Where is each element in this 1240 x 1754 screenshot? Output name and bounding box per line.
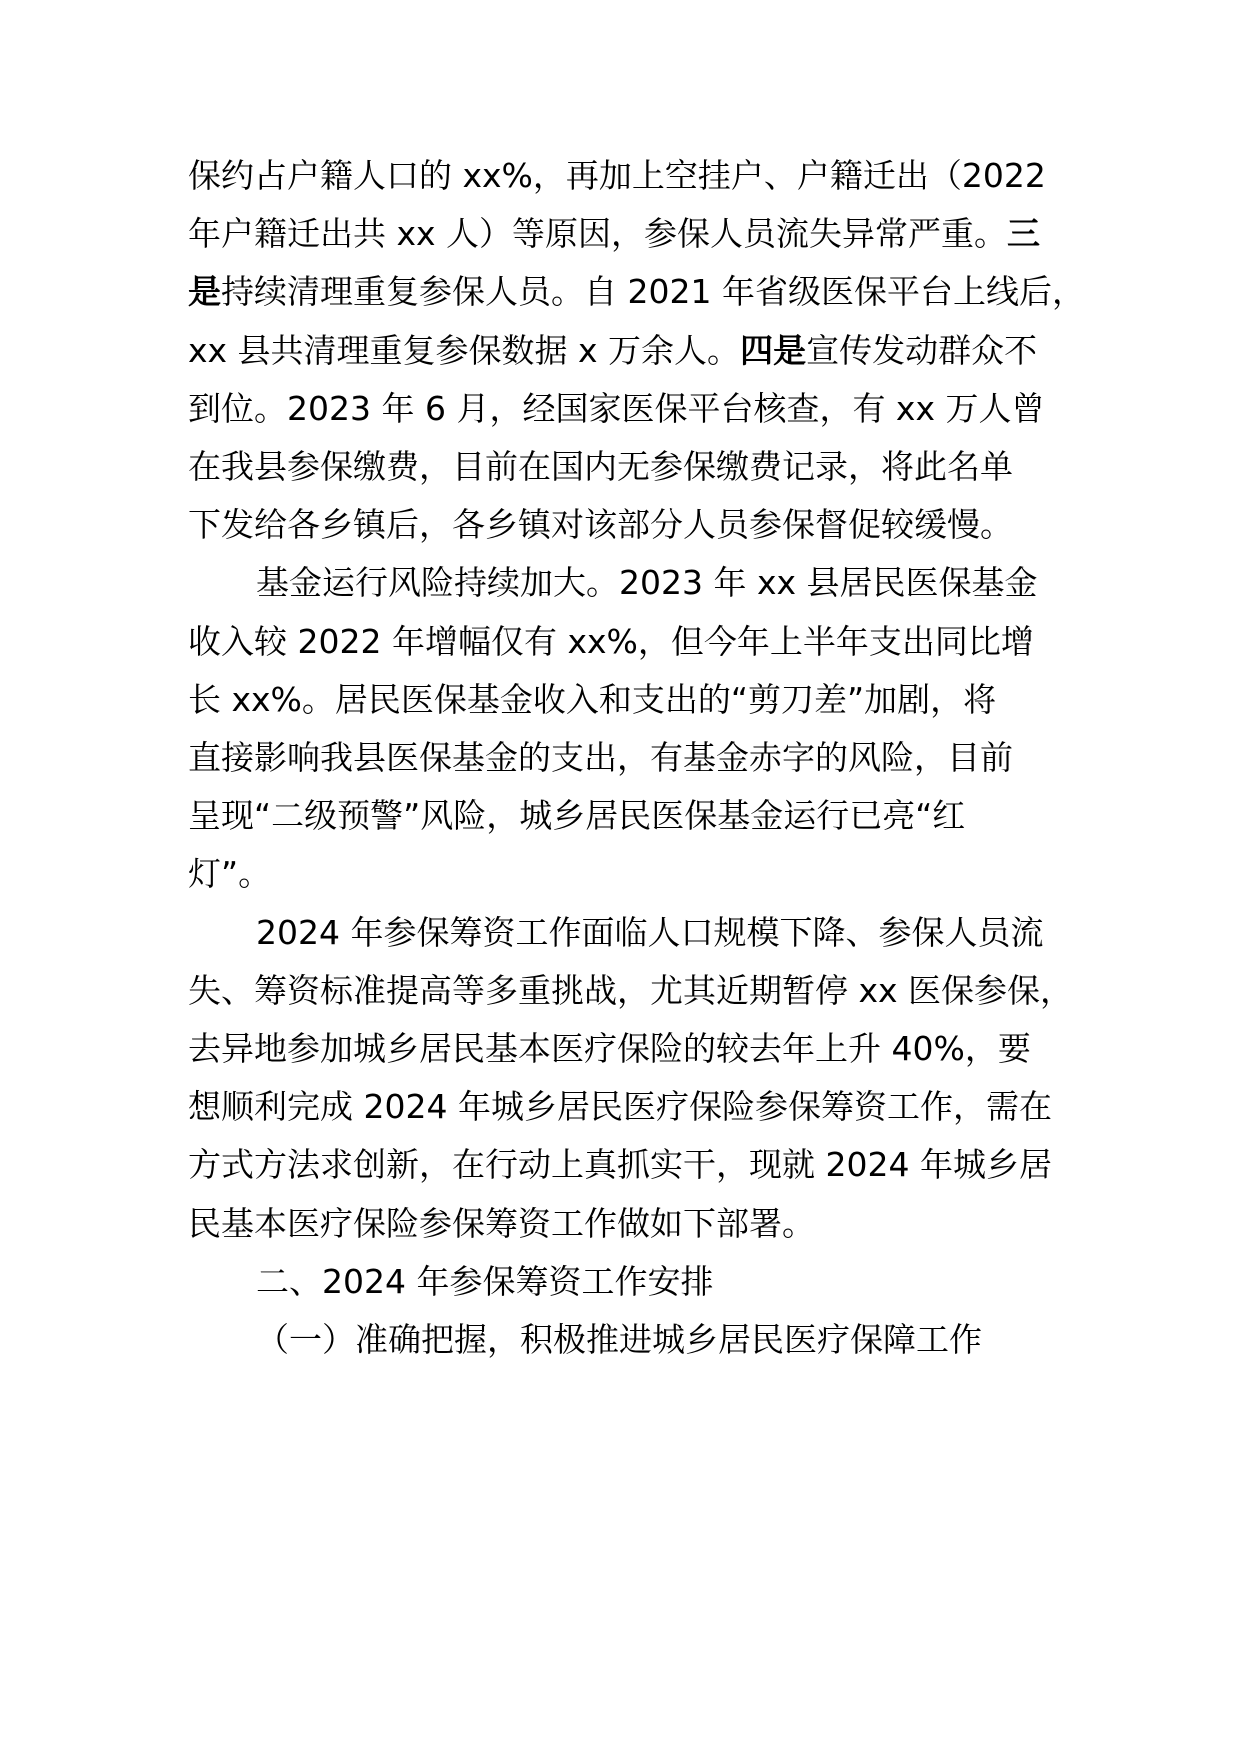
text-line xyxy=(188,1087,1052,1127)
text-segment: 年户籍迁出共 xx 人）等原因，参保人员流失异常严重。 xyxy=(188,214,1008,253)
text-line xyxy=(188,738,1013,778)
text-line xyxy=(188,389,1045,429)
text-segment: 失、筹资标准提高等多重挑战，尤其近期暂停 xx 医保参保， xyxy=(188,971,1074,1010)
text-segment: 直接影响我县医保基金的支出，有基金赤字的风险，目前 xyxy=(188,738,1013,777)
text-segment: 持续清理重复参保人员。自 2021 年省级医保平台上线后， xyxy=(221,272,1085,311)
text-line xyxy=(188,331,1037,371)
text-segment: 民基本医疗保险参保筹资工作做如下部署。 xyxy=(188,1204,815,1243)
text-line xyxy=(188,272,1085,312)
text-segment: 下发给各乡镇后，各乡镇对该部分人员参保督促较缓慢。 xyxy=(188,505,1013,544)
text-segment: 收入较 2022 年增幅仅有 xx%，但今年上半年支出同比增 xyxy=(188,622,1034,661)
text-segment: xx 县共清理重复参保数据 x 万余人。 xyxy=(188,331,741,370)
text-segment: 保约占户籍人口的 xx%，再加上空挂户、户籍迁出（2022 xyxy=(188,156,1046,195)
bold-lead-text: 三 xyxy=(1007,214,1041,253)
text-line xyxy=(256,1262,713,1302)
text-segment: 2024 年参保筹资工作面临人口规模下降、参保人员流 xyxy=(256,913,1044,952)
text-line xyxy=(188,854,271,894)
text-line xyxy=(256,563,1038,603)
text-line xyxy=(188,796,965,836)
text-line xyxy=(188,1145,1052,1185)
text-segment: 基金运行风险持续加大。2023 年 xx 县居民医保基金 xyxy=(256,563,1038,602)
bold-lead-text: 四是 xyxy=(740,331,807,370)
text-segment: 到位。2023 年 6 月，经国家医保平台核查，有 xx 万人曾 xyxy=(188,389,1045,428)
text-segment: 去异地参加城乡居民基本医疗保险的较去年上升 40%，要 xyxy=(188,1029,1031,1068)
text-line xyxy=(188,622,1034,662)
text-line xyxy=(188,971,1073,1011)
text-segment: （一）准确把握，积极推进城乡居民医疗保障工作 xyxy=(256,1320,982,1359)
text-line xyxy=(256,1320,982,1360)
text-line xyxy=(188,1029,1031,1069)
text-line xyxy=(188,1204,815,1244)
text-segment: 想顺利完成 2024 年城乡居民医疗保险参保筹资工作，需在 xyxy=(188,1087,1052,1126)
text-line xyxy=(188,156,1046,196)
text-segment: 宣传发动群众不 xyxy=(806,331,1038,370)
text-line xyxy=(188,505,1013,545)
text-line xyxy=(256,913,1043,953)
text-line xyxy=(188,447,1013,487)
text-segment: 二、2024 年参保筹资工作安排 xyxy=(256,1262,714,1301)
text-line xyxy=(188,214,1040,254)
bold-lead-text: 是 xyxy=(188,272,221,311)
text-segment: 在我县参保缴费，目前在国内无参保缴费记录，将此名单 xyxy=(188,447,1013,486)
text-line xyxy=(188,680,996,720)
text-segment: 长 xx%。居民医保基金收入和支出的“剪刀差”加剧，将 xyxy=(188,680,997,719)
text-segment: 灯”。 xyxy=(188,854,272,893)
text-segment: 方式方法求创新，在行动上真抓实干，现就 2024 年城乡居 xyxy=(188,1145,1052,1184)
text-segment: 呈现“二级预警”风险，城乡居民医保基金运行已亮“红 xyxy=(188,796,966,835)
